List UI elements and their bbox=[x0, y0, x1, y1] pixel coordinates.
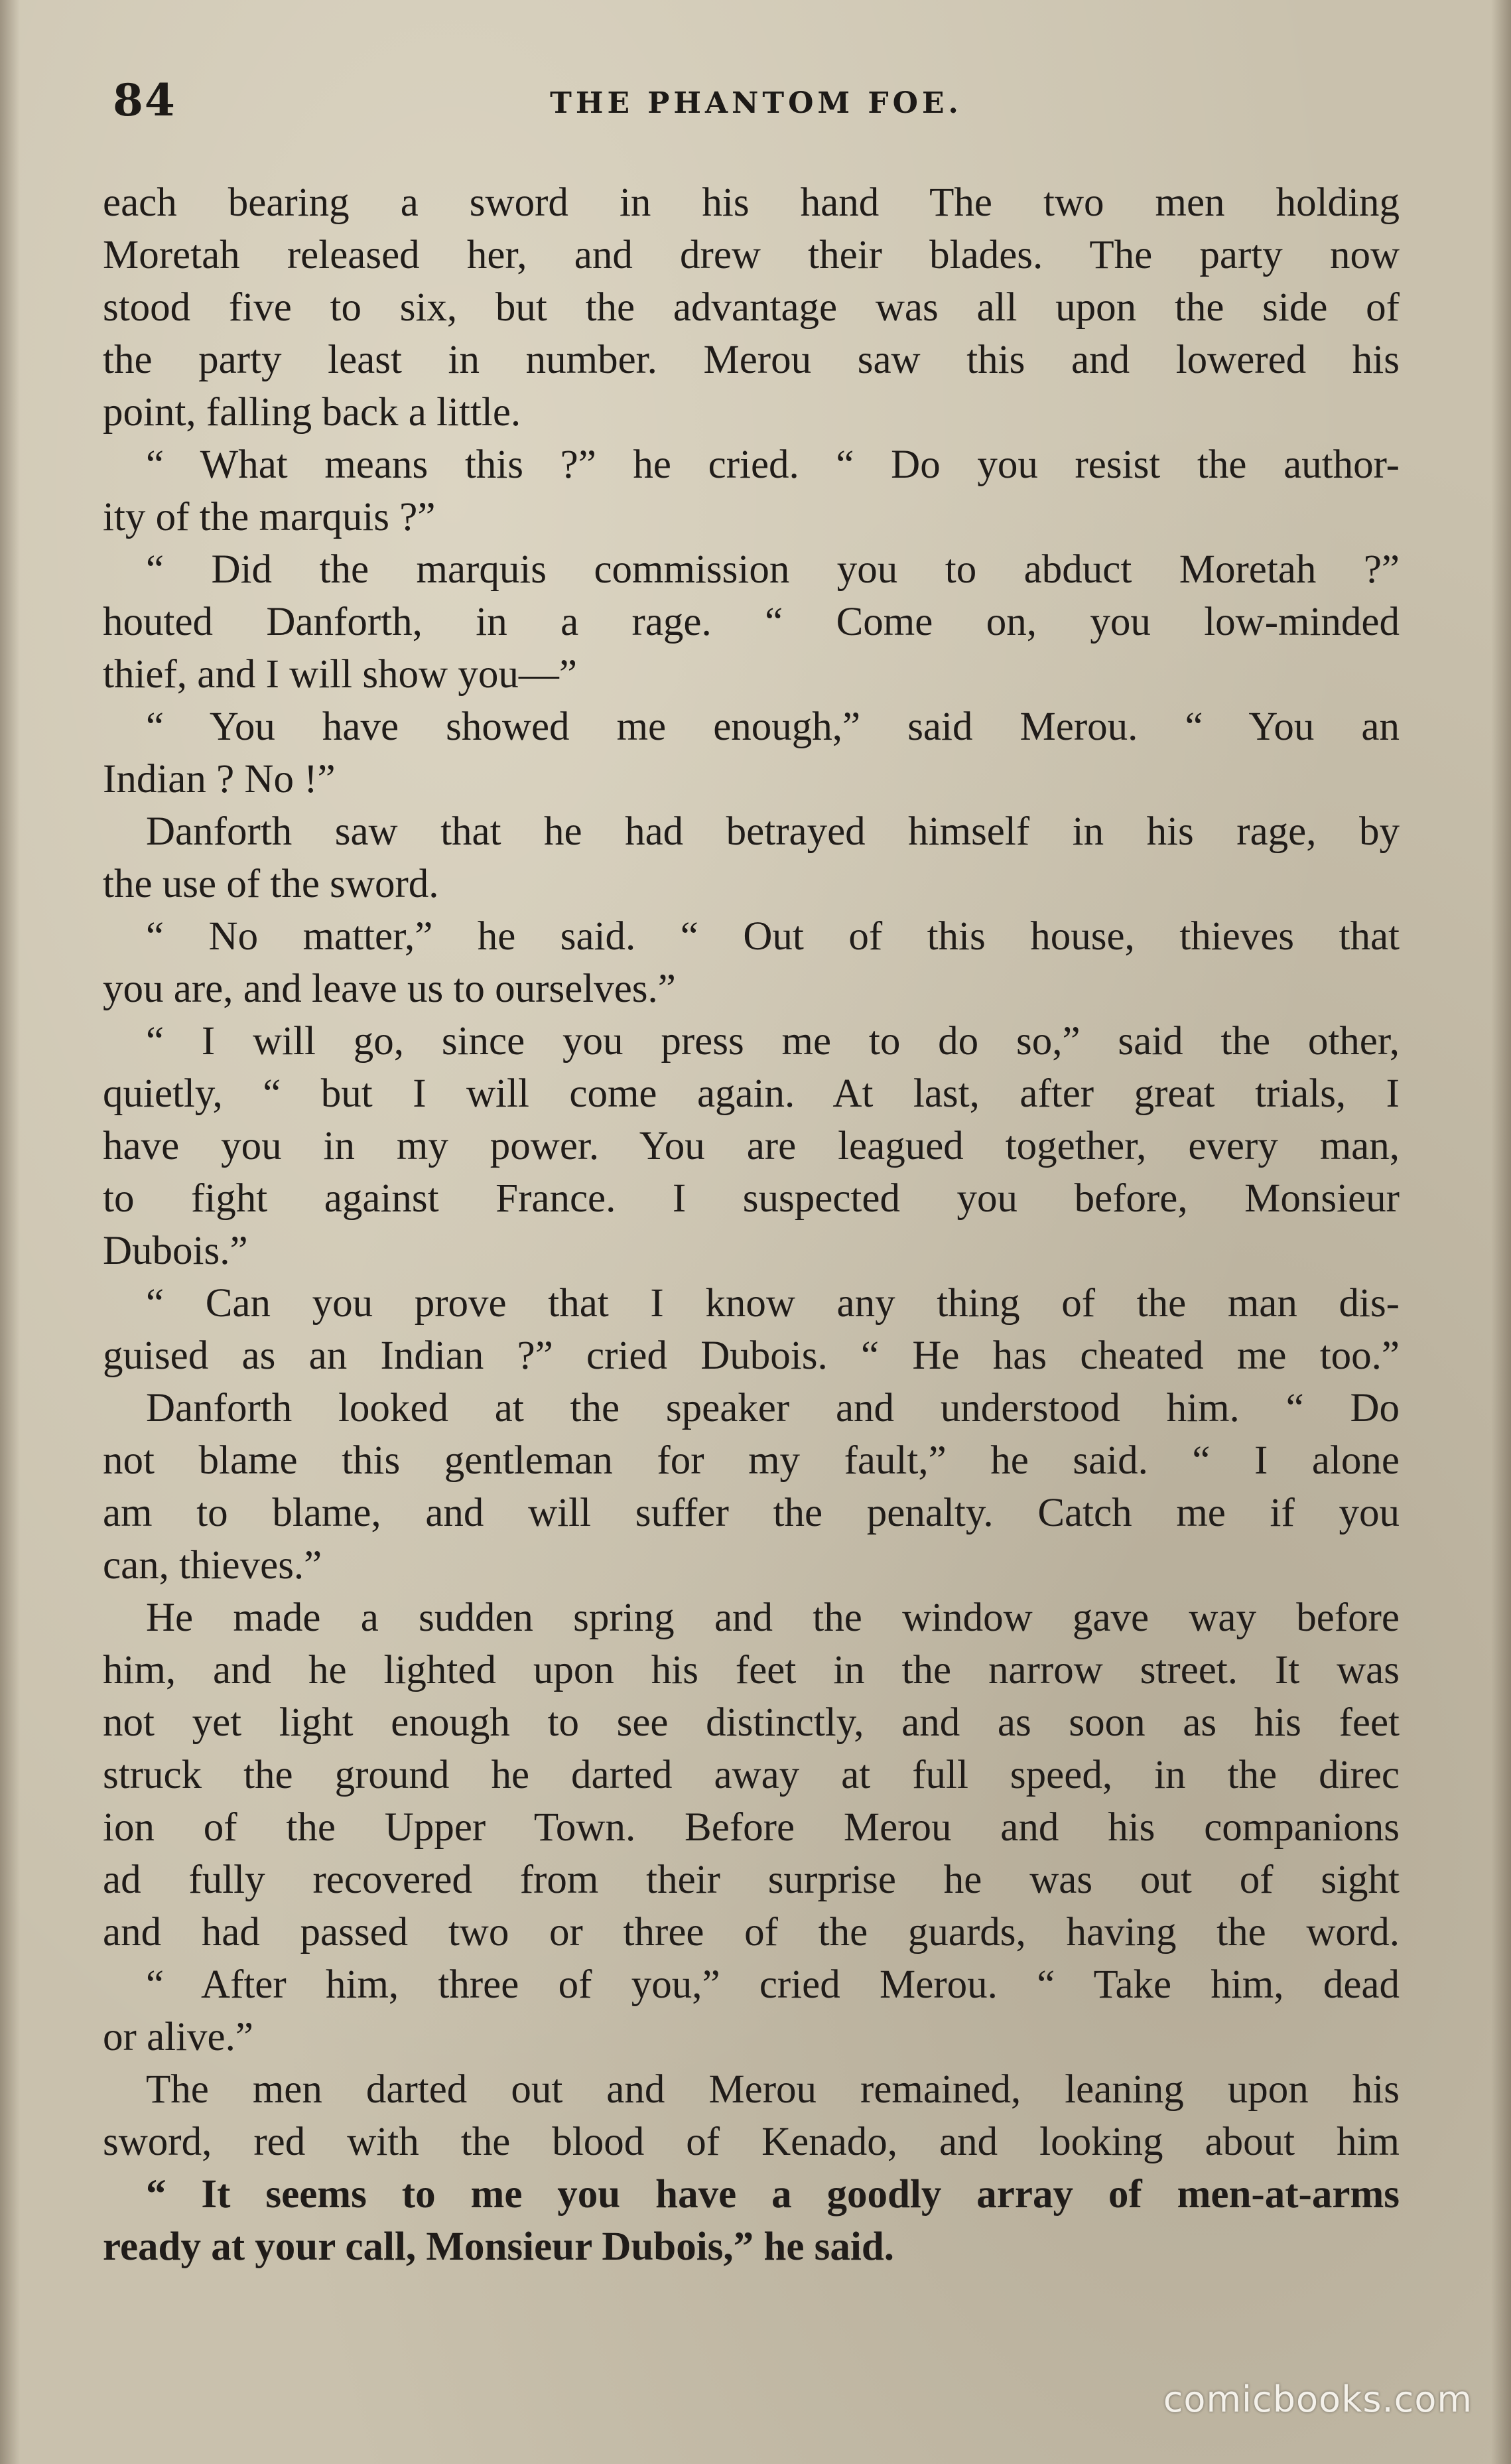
text-line: and had passed two or three of the guards, having the word. bbox=[103, 1910, 1400, 1954]
text-line: “ After him, three of you,” cried Merou. “ Take him, dead bbox=[146, 1962, 1400, 2007]
text-line: guised as an Indian ?” cried Dubois. “ He has cheated me too.” bbox=[103, 1334, 1400, 1378]
text-line: the use of the sword. bbox=[103, 862, 439, 906]
text-line: The men darted out and Merou remained, leaning upon his bbox=[146, 2067, 1400, 2112]
text-line: Indian ? No !” bbox=[103, 757, 336, 801]
text-line: have you in my power. You are leagued together, every man, bbox=[103, 1124, 1400, 1168]
text-line: ity of the marquis ?” bbox=[103, 495, 436, 539]
text-line: stood five to six, but the advantage was all upon the side of bbox=[103, 285, 1400, 330]
text-line: Moretah released her, and drew their blades. The party now bbox=[103, 233, 1400, 277]
running-title: THE PHANTOM FOE. bbox=[550, 86, 962, 120]
text-line: He made a sudden spring and the window gave way before bbox=[146, 1596, 1400, 1640]
text-line: “ It seems to me you have a goodly array of men-at-arms bbox=[146, 2172, 1400, 2217]
text-line: can, thieves.” bbox=[103, 1543, 322, 1588]
text-line: “ No matter,” he said. “ Out of this house, thieves that bbox=[146, 914, 1400, 959]
body-text bbox=[103, 176, 1400, 2273]
page-number: 84 bbox=[113, 74, 176, 126]
text-line: or alive.” bbox=[103, 2015, 253, 2059]
text-line: houted Danforth, in a rage. “ Come on, you low-minded bbox=[103, 600, 1400, 644]
text-line: not blame this gentleman for my fault,” he said. “ I alone bbox=[103, 1438, 1400, 1483]
text-line: “ Can you prove that I know any thing of the man dis- bbox=[146, 1281, 1400, 1326]
text-line: Danforth saw that he had betrayed himself in his rage, by bbox=[146, 809, 1400, 854]
page-edge-right bbox=[1491, 0, 1511, 2464]
text-line: him, and he lighted upon his feet in the narrow street. It was bbox=[103, 1648, 1400, 1692]
text-line: Dubois.” bbox=[103, 1229, 248, 1273]
text-line: ready at your call, Monsieur Dubois,” he said. bbox=[103, 2224, 895, 2269]
text-line: Danforth looked at the speaker and understood him. “ Do bbox=[146, 1386, 1400, 1430]
text-line: “ Did the marquis commission you to abduct Moretah ?” bbox=[146, 547, 1400, 592]
watermark: comicbooks.com bbox=[1163, 2378, 1473, 2420]
text-line: “ I will go, since you press me to do so,” said the other, bbox=[146, 1019, 1400, 1063]
text-line: you are, and leave us to ourselves.” bbox=[103, 967, 676, 1011]
text-line: point, falling back a little. bbox=[103, 390, 521, 435]
text-line: “ You have showed me enough,” said Merou. “ You an bbox=[146, 705, 1400, 749]
text-line: not yet light enough to see distinctly, and as soon as his feet bbox=[103, 1700, 1400, 1745]
text-line: quietly, “ but I will come again. At last, after great trials, I bbox=[103, 1071, 1400, 1116]
text-line: the party least in number. Merou saw this and lowered his bbox=[103, 338, 1400, 382]
page-edge-left bbox=[0, 0, 20, 2464]
text-line: ion of the Upper Town. Before Merou and his companions bbox=[103, 1805, 1400, 1850]
text-line: each bearing a sword in his hand The two men holding bbox=[103, 180, 1400, 225]
page-header bbox=[113, 74, 1400, 134]
text-line: sword, red with the blood of Kenado, and looking about him bbox=[103, 2120, 1400, 2164]
text-line: “ What means this ?” he cried. “ Do you resist the author- bbox=[146, 443, 1400, 487]
text-line: ad fully recovered from their surprise he was out of sight bbox=[103, 1858, 1400, 1902]
text-line: struck the ground he darted away at full speed, in the direc bbox=[103, 1753, 1400, 1797]
text-line: to fight against France. I suspected you before, Monsieur bbox=[103, 1176, 1400, 1221]
text-line: am to blame, and will suffer the penalty. Catch me if you bbox=[103, 1491, 1400, 1535]
text-line: thief, and I will show you—” bbox=[103, 652, 577, 697]
